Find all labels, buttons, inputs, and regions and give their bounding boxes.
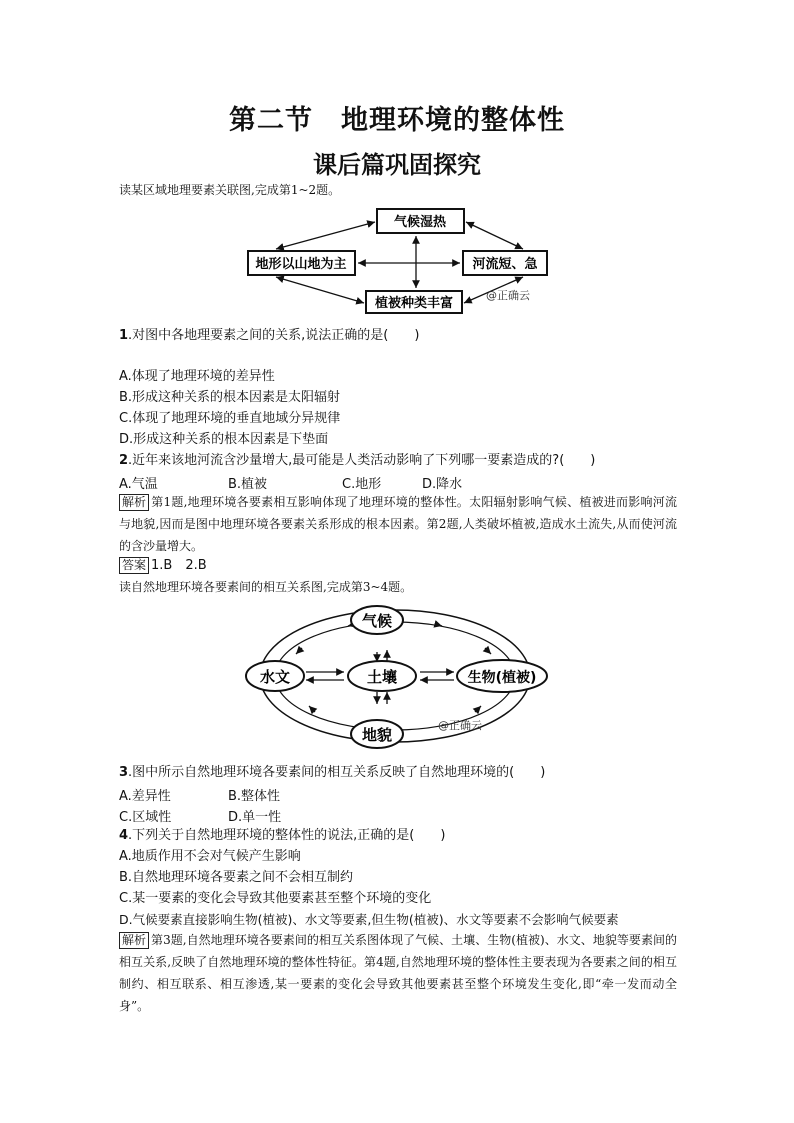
d2-landform-label: 地貌 [361, 726, 393, 744]
q1-option-a: A.体现了地理环境的差异性 [119, 369, 275, 384]
q4-number: 4 [119, 828, 129, 843]
analysis-1 [119, 491, 677, 557]
q2-option-b: B.植被 [228, 477, 268, 492]
q1-option-b: B.形成这种关系的根本因素是太阳辐射 [119, 390, 341, 405]
q4-stem: .下列关于自然地理环境的整体性的说法,正确的是( ) [128, 828, 446, 843]
d1-vegetation-label: 植被种类丰富 [374, 296, 454, 311]
answer-1-tag: 答案 [119, 557, 149, 574]
answer-1-text: 1.B 2.B [151, 558, 207, 573]
q3-stem: .图中所示自然地理环境各要素间的相互关系反映了自然地理环境的( ) [128, 765, 546, 780]
q3-option-a: A.差异性 [119, 789, 171, 804]
analysis-1-text: 第1题,地理环境各要素相互影响体现了地理环境的整体性。太阳辐射影响气候、植被进而影响河流与地貌,因而是图中地理环境各要素关系形成的根本因素。第2题,人类破坏植被,造成水土流失,从而使河流的含沙量增大。 [119, 495, 677, 553]
q4-option-b: B.自然地理环境各要素之间不会相互制约 [119, 870, 354, 885]
d1-river-label: 河流短、急 [472, 257, 538, 272]
q3-option-c: C.区域性 [119, 810, 172, 825]
q1-option-d: D.形成这种关系的根本因素是下垫面 [119, 432, 329, 447]
q2-number: 2 [119, 453, 129, 468]
d2-soil-label: 土壤 [366, 668, 398, 686]
answer-1 [119, 557, 207, 575]
q2-option-d: D.降水 [422, 477, 463, 492]
page-title: 第二节 地理环境的整体性 [229, 105, 565, 136]
analysis-1-tag: 解析 [119, 494, 149, 511]
d2-watermark: @正确云 [438, 719, 482, 732]
d1-climate-label: 气候湿热 [393, 215, 447, 230]
q2-stem: .近年来该地河流含沙量增大,最可能是人类活动影响了下列哪一要素造成的?( ) [128, 453, 596, 468]
q3-number: 3 [119, 765, 129, 780]
intro-text-2: 读自然地理环境各要素间的相互关系图,完成第3~4题。 [119, 580, 413, 594]
analysis-2-tag: 解析 [119, 932, 149, 949]
q2-option-c: C.地形 [342, 477, 382, 492]
q4-option-a: A.地质作用不会对气候产生影响 [119, 849, 301, 864]
d2-hydrology-label: 水文 [259, 668, 291, 686]
d2-biology-label: 生物(植被) [467, 670, 537, 686]
diagram-2 [240, 600, 560, 752]
question-1 [119, 327, 419, 345]
q4-option-d: D.气候要素直接影响生物(植被)、水文等要素,但生物(植被)、水文等要素不会影响气候要素 [119, 912, 619, 927]
q1-number: 1 [119, 328, 129, 343]
q3-option-b: B.整体性 [228, 789, 281, 804]
question-2 [119, 452, 595, 470]
question-3 [119, 764, 545, 782]
analysis-2 [119, 929, 677, 1017]
question-4 [119, 827, 445, 845]
diagram-1 [240, 205, 560, 317]
q4-option-c: C.某一要素的变化会导致其他要素甚至整个环境的变化 [119, 891, 432, 906]
analysis-2-text: 第3题,自然地理环境各要素间的相互关系图体现了气候、土壤、生物(植被)、水文、地貌等要素间的相互关系,反映了自然地理环境的整体性特征。第4题,自然地理环境的整体性主要表现为各要素之间的相互制约、相互联系、相互渗透,某一要素的变化会导致其他要素甚至整个环境发生变化,即“牵一发而动全身”。 [119, 933, 677, 1013]
q1-option-c: C.体现了地理环境的垂直地域分异规律 [119, 411, 341, 426]
intro-text-1: 读某区域地理要素关联图,完成第1~2题。 [119, 183, 341, 197]
d1-watermark: @正确云 [486, 289, 530, 302]
page-subtitle: 课后篇巩固探究 [313, 150, 481, 179]
q3-option-d: D.单一性 [228, 810, 282, 825]
d2-climate-label: 气候 [361, 612, 393, 630]
q1-stem: .对图中各地理要素之间的关系,说法正确的是( ) [128, 328, 420, 343]
q2-option-a: A.气温 [119, 477, 158, 492]
d1-terrain-label: 地形以山地为主 [255, 257, 347, 272]
